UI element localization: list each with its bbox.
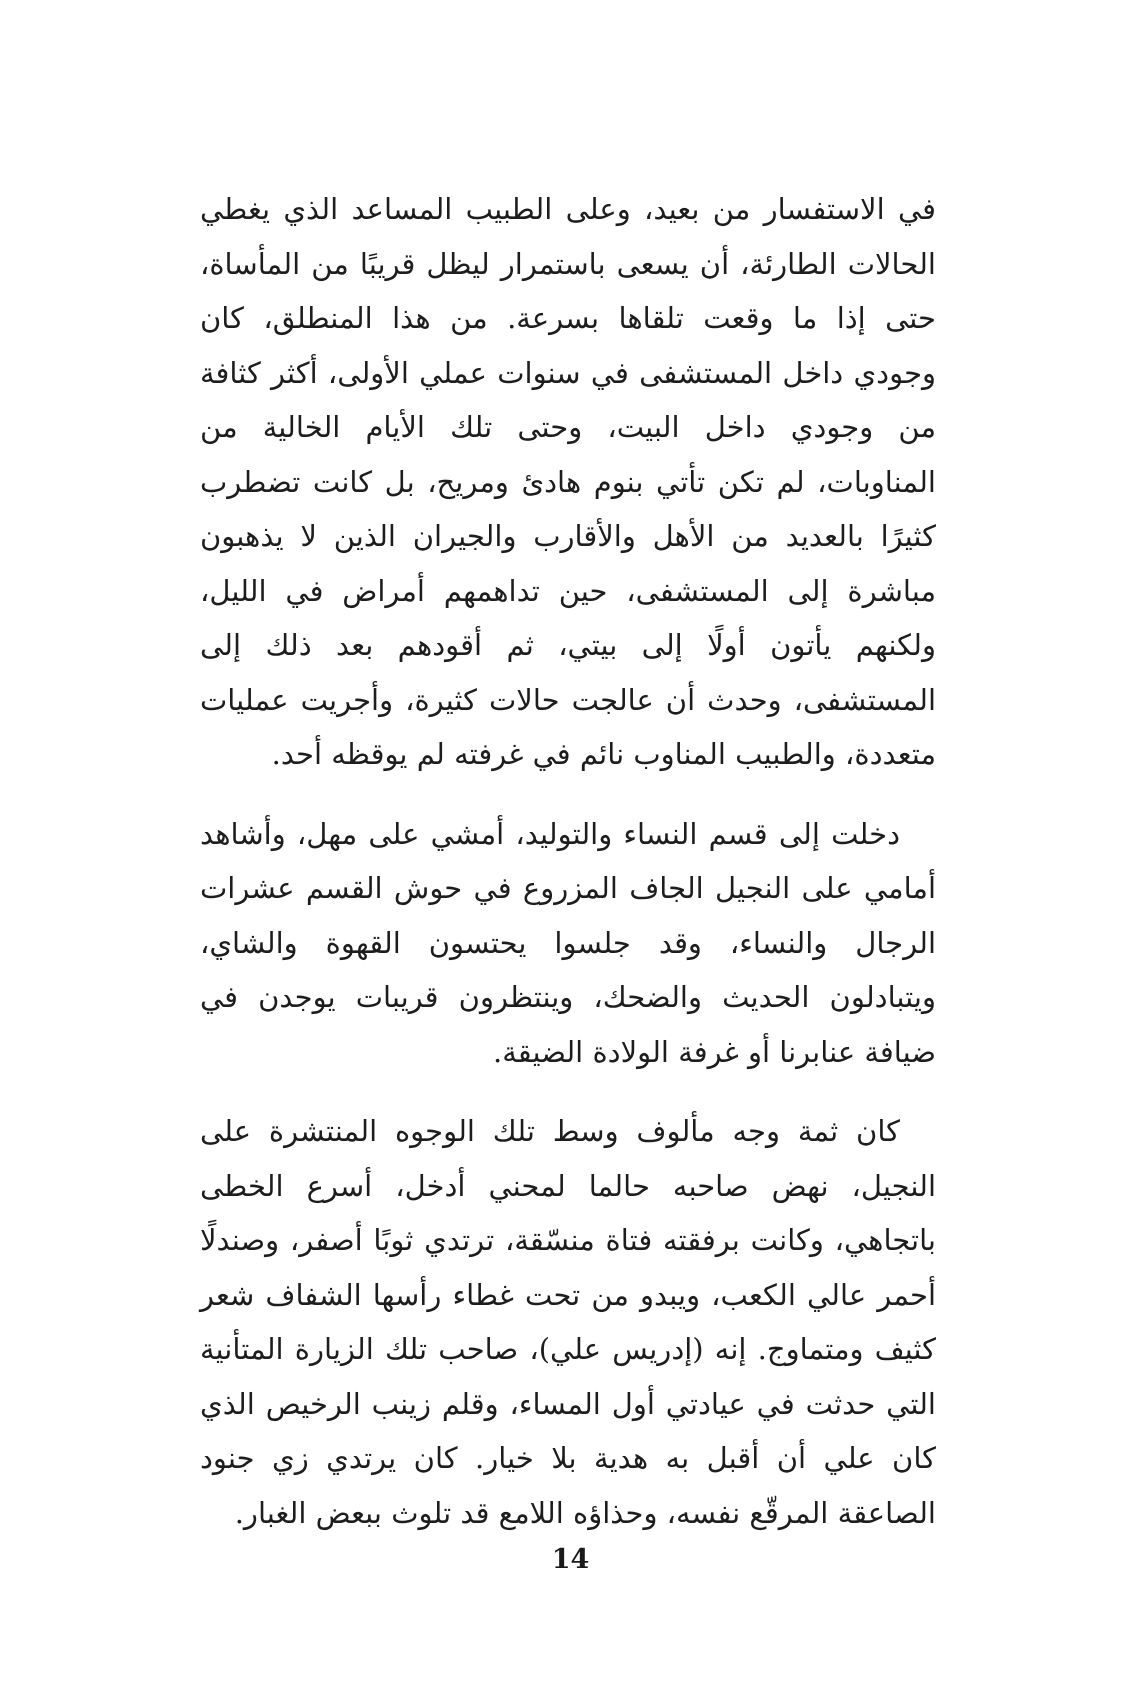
body-text bbox=[200, 182, 936, 1540]
page-number: 14 bbox=[551, 1544, 590, 1575]
paragraph-3: كان ثمة وجه مألوف وسط تلك الوجوه المنتشرة على النجيل، نهض صاحبه حالما لمحني أدخل، أسرع الخطى باتجاهي، وكانت برفقته فتاة منسّقة، ترتدي ثوبًا أصفر، وصندلًا أحمر عالي الكعب، ويبدو من تحت غطاء رأسها الشفاف شعر كثيف ومتماوج. إنه (إدريس علي)، صاحب تلك الزيارة المتأنية التي حدثت في عيادتي أول المساء، وقلم زينب الرخيص الذي كان علي أن أقبل به هدية بلا خيار. كان يرتدي زي جنود الصاعقة المرقّع نفسه، وحذاؤه اللامع قد تلوث ببعض الغبار. bbox=[200, 1114, 936, 1530]
paragraph-1: في الاستفسار من بعيد، وعلى الطبيب المساعد الذي يغطي الحالات الطارئة، أن يسعى باستمرار ليظل قريبًا من المأساة، حتى إذا ما وقعت تلقاها بسرعة. من هذا المنطلق، كان وجودي داخل المستشفى في سنوات عملي الأولى، أكثر كثافة من وجودي داخل البيت، وحتى تلك الأيام الخالية من المناوبات، لم تكن تأتي بنوم هادئ ومريح، بل كانت تضطرب كثيرًا بالعديد من الأهل والأقارب والجيران الذين لا يذهبون مباشرة إلى المستشفى، حين تداهمهم أمراض في الليل، ولكنهم يأتون أولًا إلى بيتي، ثم أقودهم بعد ذلك إلى المستشفى، وحدث أن عالجت حالات كثيرة، وأجريت عمليات متعددة، والطبيب المناوب نائم في غرفته لم يوقظه أحد. bbox=[200, 192, 936, 771]
paragraph-2: دخلت إلى قسم النساء والتوليد، أمشي على مهل، وأشاهد أمامي على النجيل الجاف المزروع في حوش القسم عشرات الرجال والنساء، وقد جلسوا يحتسون القهوة والشاي، ويتبادلون الحديث والضحك، وينتظرون قريبات يوجدن في ضيافة عنابرنا أو غرفة الولادة الضيقة. bbox=[200, 816, 936, 1069]
